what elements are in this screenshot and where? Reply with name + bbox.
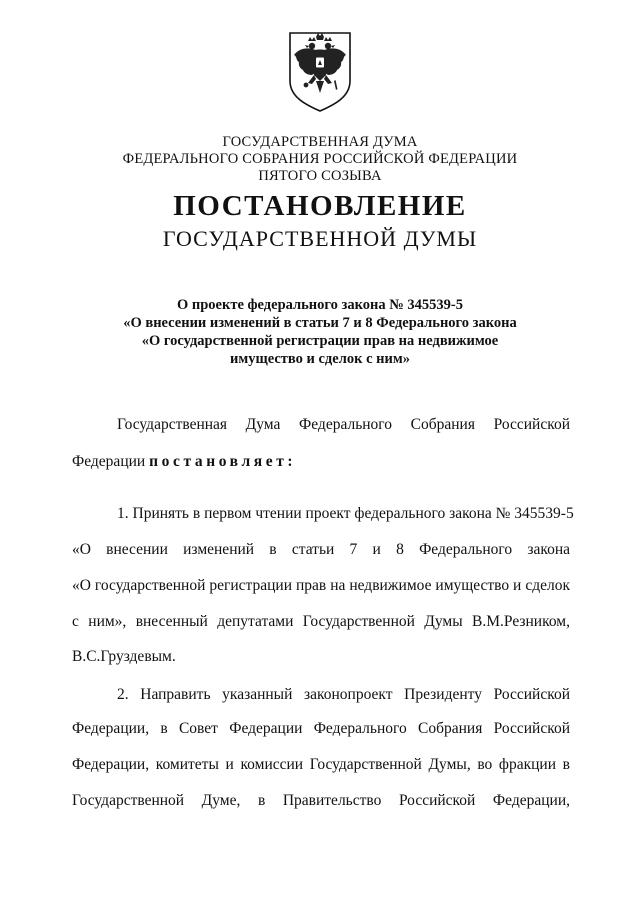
document-title: ПОСТАНОВЛЕНИЕ [173,190,467,222]
subject-line-3: «О государственной регистрации прав на недвижимое [141,333,499,349]
item1-line-2: «О внесении изменений в статьи 7 и 8 Федерального закона [72,541,570,558]
state-emblem-icon [288,31,352,113]
resolves-word: постановляет: [149,453,297,470]
preamble-line-2 [72,453,570,471]
item2-line-4: Государственной Думе, в Правительство Российской Федерации, [72,792,570,809]
preamble-line-1: Государственная Дума Федерального Собрания Российской [117,416,570,433]
item1-line-5: В.С.Груздевым. [72,648,176,665]
subject-line-4: имущество и сделок с ним» [230,351,410,367]
subject-line-1: О проекте федерального закона № 345539-5 [176,297,464,313]
issuer-line-1: ГОСУДАРСТВЕННАЯ ДУМА [222,134,418,150]
preamble-subject: Федерации [72,453,146,470]
item2-line-3: Федерации, комитеты и комиссии Государственной Думы, во фракции в [72,756,570,773]
item1-line-4: с ним», внесенный депутатами Государственной Думы В.М.Резником, [72,613,570,630]
document-subtitle: ГОСУДАРСТВЕННОЙ ДУМЫ [162,226,478,251]
subject-line-2: «О внесении изменений в статьи 7 и 8 Федерального закона [123,315,517,331]
item2-line-1: 2. Направить указанный законопроект Президенту Российской [117,686,570,703]
item2-line-2: Федерации, в Совет Федерации Федерального Собрания Российской [72,720,570,737]
issuer-line-2: ФЕДЕРАЛЬНОГО СОБРАНИЯ РОССИЙСКОЙ ФЕДЕРАЦИИ [122,151,518,167]
item1-line-1: 1. Принять в первом чтении проект федерального закона № 345539-5 [117,505,574,522]
issuer-line-3: ПЯТОГО СОЗЫВА [258,168,382,184]
item1-line-3: «О государственной регистрации прав на недвижимое имущество и сделок [72,577,570,594]
